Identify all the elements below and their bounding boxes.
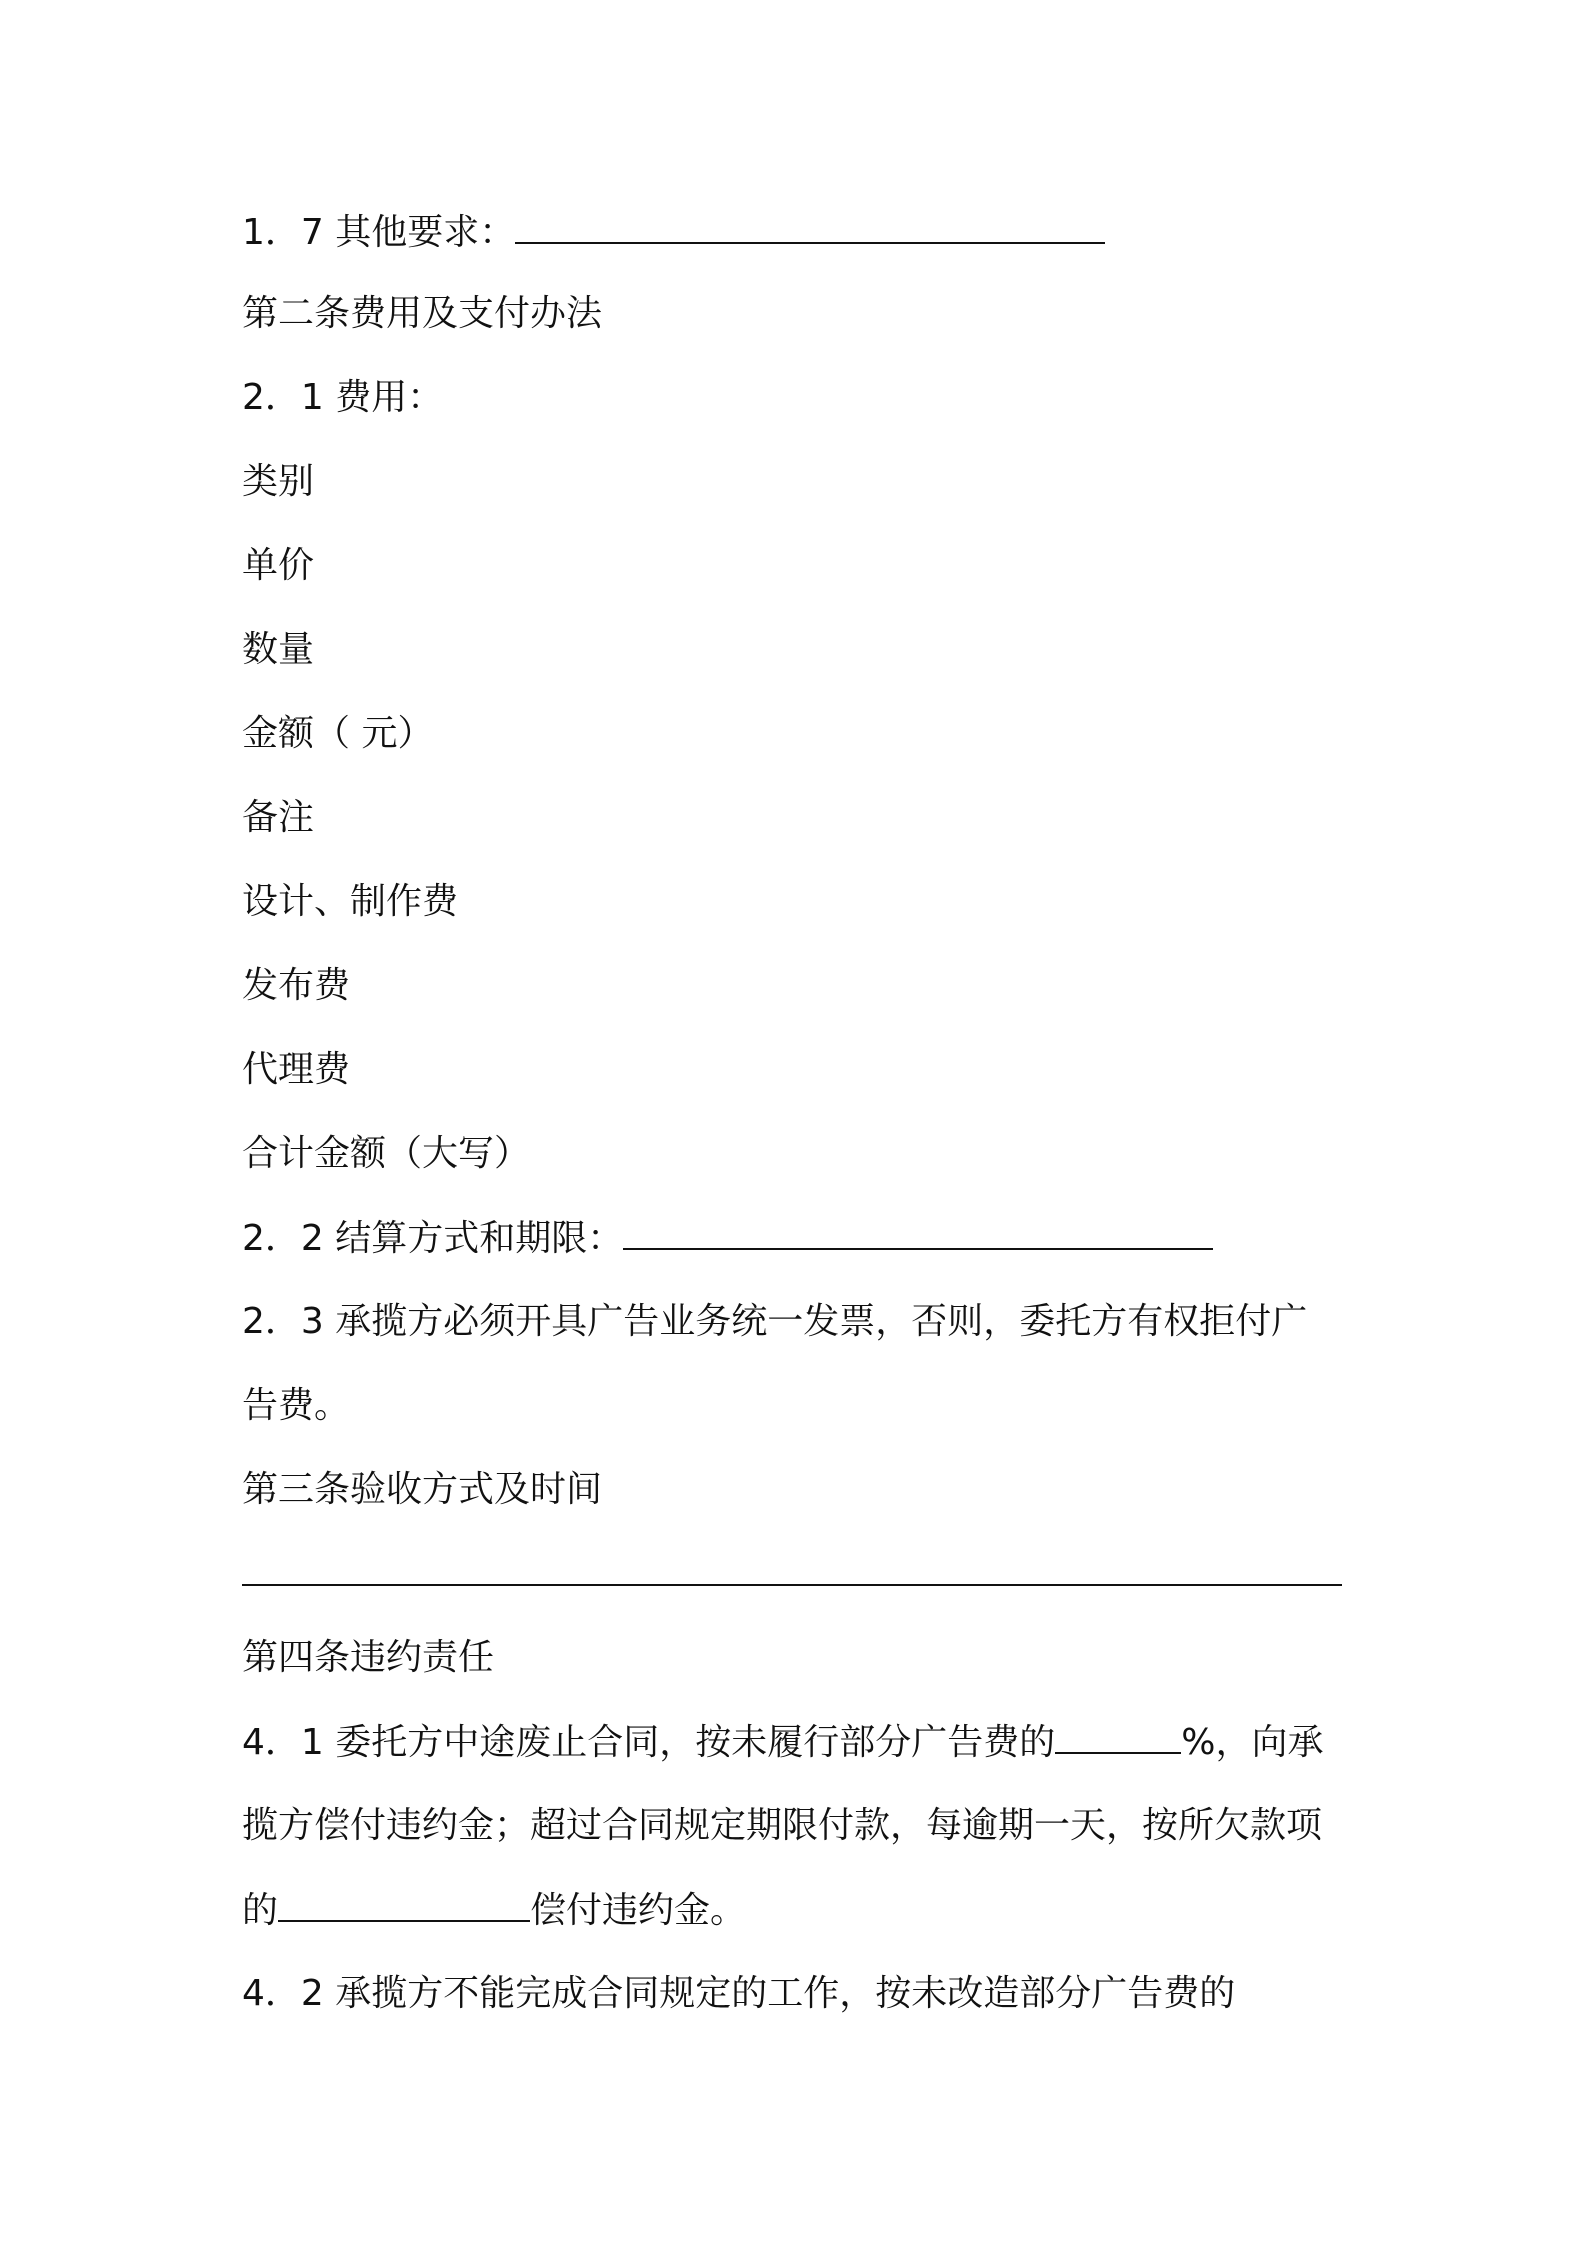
item-2-3-line1: 2．3 承揽方必须开具广告业务统一发票，否则，委托方有权拒付广	[242, 1301, 1308, 1342]
article-4-heading: 第四条违约责任	[242, 1637, 495, 1678]
item-1-7	[242, 208, 1105, 256]
item-1-7-label: 1．7 其他要求：	[242, 212, 516, 253]
late-payment-blank	[278, 1886, 530, 1922]
item-4-2-line1: 4．2 承揽方不能完成合同规定的工作，按未改造部分广告费的	[242, 1973, 1236, 2014]
item-2-2	[242, 1214, 1213, 1262]
item-2-2-label: 2．2 结算方式和期限：	[242, 1218, 624, 1259]
item-4-1-text-b: %，向承	[1181, 1722, 1324, 1763]
item-4-1-line3	[242, 1886, 746, 1934]
acceptance-line	[242, 1550, 1342, 1598]
acceptance-blank	[242, 1550, 1342, 1586]
other-requirements-blank	[515, 208, 1105, 244]
item-2-3-line2: 告费。	[242, 1385, 351, 1426]
settlement-blank	[623, 1214, 1213, 1250]
fee-header-unit-price: 单价	[242, 545, 315, 586]
article-3-heading: 第三条验收方式及时间	[242, 1469, 603, 1510]
fee-row-publishing: 发布费	[242, 965, 351, 1006]
fee-row-agency: 代理费	[242, 1049, 351, 1090]
fee-header-remarks: 备注	[242, 797, 315, 838]
fee-row-design: 设计、制作费	[242, 881, 459, 922]
fee-header-quantity: 数量	[242, 629, 315, 670]
item-4-1-line1	[242, 1718, 1323, 1766]
item-4-1-text-a: 4．1 委托方中途废止合同，按未履行部分广告费的	[242, 1722, 1056, 1763]
article-2-heading: 第二条费用及支付办法	[242, 293, 603, 334]
fee-total: 合计金额（大写）	[242, 1133, 531, 1174]
penalty-percent-blank	[1055, 1718, 1181, 1754]
item-4-1-text-d: 偿付违约金。	[530, 1890, 747, 1931]
fee-header-category: 类别	[242, 461, 315, 502]
fee-header-amount: 金额（ 元）	[242, 713, 434, 754]
item-4-1-line2: 揽方偿付违约金；超过合同规定期限付款，每逾期一天，按所欠款项	[242, 1805, 1323, 1846]
item-2-1-label: 2．1 费用：	[242, 377, 444, 418]
item-4-1-text-c: 的	[242, 1890, 279, 1931]
